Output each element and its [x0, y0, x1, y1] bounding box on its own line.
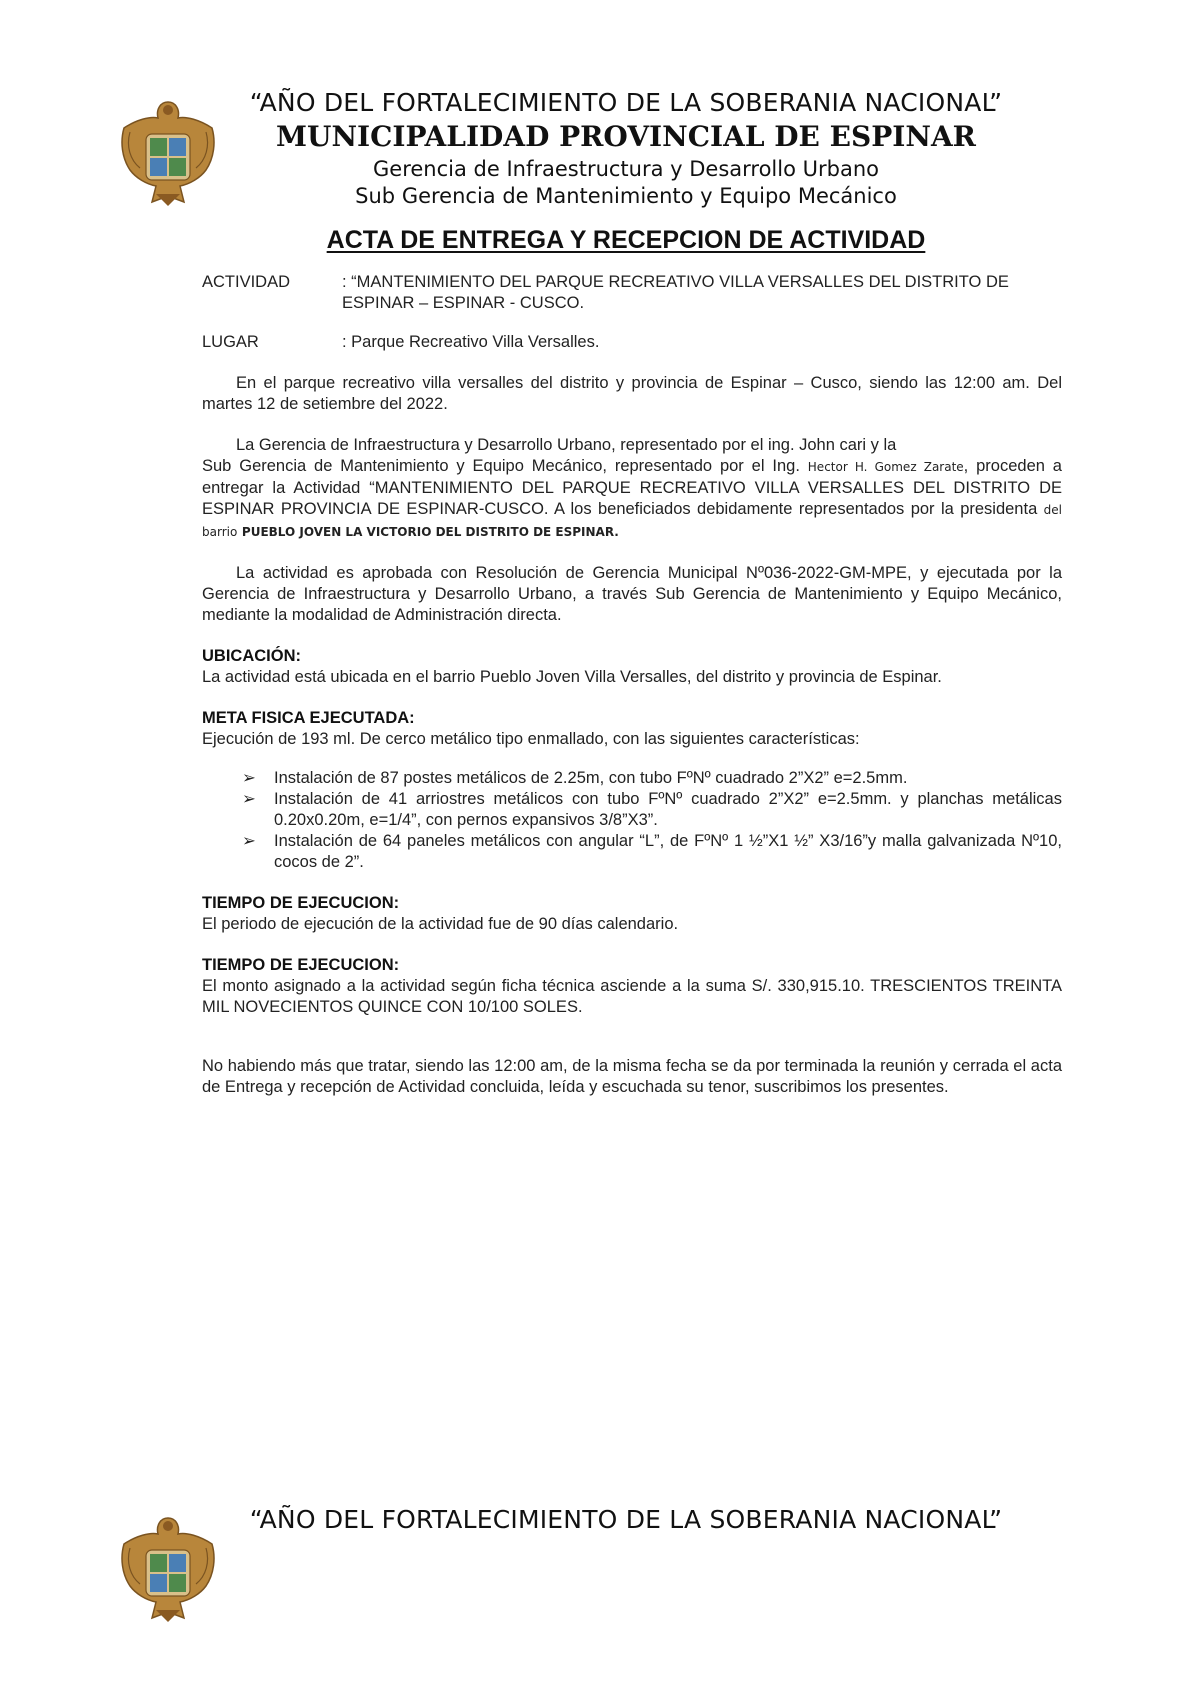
- municipality-name: MUNICIPALIDAD PROVINCIAL DE ESPINAR: [276, 120, 976, 153]
- sub-management-name: Sub Gerencia de Mantenimiento y Equipo Mecánico: [355, 184, 897, 208]
- actividad-value: : “MANTENIMIENTO DEL PARQUE RECREATIVO VILLA VERSALLES DEL DISTRITO DE ESPINAR – ESPINAR - CUSCO.: [342, 273, 1009, 312]
- list-item-text: Instalación de 41 arriostres metálicos con tubo FºNº cuadrado 2”X2” e=2.5mm. y planchas metálicas 0.20x0.20m, e=1/4”, con pernos expansivos 3/8”X3”.: [274, 790, 1062, 829]
- document-body: [202, 272, 1062, 1098]
- list-item-text: Instalación de 64 paneles metálicos con angular “L”, de FºNº 1 ½”X1 ½” X3/16”y malla galvanizada Nº10, cocos de 2”.: [274, 832, 1062, 871]
- document-title: ACTA DE ENTREGA Y RECEPCION DE ACTIVIDAD: [326, 226, 926, 254]
- management-name: Gerencia de Infraestructura y Desarrollo Urbano: [373, 157, 879, 181]
- parties-text-a: Sub Gerencia de Mantenimiento y Equipo Mecánico, representado por el Ing.: [202, 457, 800, 475]
- list-item: [242, 789, 1062, 831]
- parties-text-b: , proceden a entregar la Actividad “MANTENIMIENTO DEL PARQUE RECREATIVO VILLA VERSALLES DEL DISTRITO DE ESPINAR PROVINCIA DE ESPINAR-CUSCO. A los beneficiados debidamente representados por la presidenta: [202, 457, 1062, 518]
- list-item-text: Instalación de 87 postes metálicos de 2.25m, con tubo FºNº cuadrado 2”X2” e=2.5mm.: [274, 769, 908, 787]
- parties-text-c: del barrio: [202, 503, 1062, 539]
- monto-heading: TIEMPO DE EJECUCION:: [202, 956, 400, 974]
- engineer-name: Hector H. Gomez Zarate: [807, 460, 964, 474]
- paragraph-parties-line1: La Gerencia de Infraestructura y Desarrollo Urbano, representado por el ing. John cari y la: [236, 436, 897, 454]
- actividad-label: ACTIVIDAD: [202, 273, 291, 291]
- tiempo-heading: TIEMPO DE EJECUCION:: [202, 894, 400, 912]
- arrowhead-bullet-icon: ➢: [242, 769, 256, 787]
- lugar-value: : Parque Recreativo Villa Versalles.: [342, 333, 600, 351]
- year-motto: “AÑO DEL FORTALECIMIENTO DE LA SOBERANIA NACIONAL”: [249, 88, 1003, 117]
- ubicacion-text: La actividad está ubicada en el barrio Pueblo Joven Villa Versalles, del distrito y provincia de Espinar.: [202, 668, 942, 686]
- arrowhead-bullet-icon: ➢: [242, 790, 256, 808]
- meta-heading: META FISICA EJECUTADA:: [202, 709, 415, 727]
- arrowhead-bullet-icon: ➢: [242, 832, 256, 850]
- paragraph-opening: En el parque recreativo villa versalles del distrito y provincia de Espinar – Cusco, siendo las 12:00 am. Del martes 12 de setiembre del 2022.: [202, 374, 1062, 413]
- monto-text: El monto asignado a la actividad según ficha técnica asciende a la suma S/. 330,915.10. TRESCIENTOS TREINTA MIL NOVECIENTOS QUINCE CON 10/100 SOLES.: [202, 977, 1062, 1016]
- paragraph-approval: La actividad es aprobada con Resolución de Gerencia Municipal Nº036-2022-GM-MPE, y ejecutada por la Gerencia de Infraestructura y Desarrollo Urbano, a través Sub Gerencia de Mantenimiento y Equipo Mecánico, mediante la modalidad de Administración directa.: [202, 564, 1062, 624]
- paragraph-parties: [202, 456, 1062, 543]
- closing-paragraph: No habiendo más que tratar, siendo las 12:00 am, de la misma fecha se da por terminada la reunión y cerrada el acta de Entrega y recepción de Actividad concluida, leída y escuchada su tenor, suscribimos los presentes.: [202, 1057, 1062, 1096]
- neighborhood-name: PUEBLO JOVEN LA VICTORIO DEL DISTRITO DE ESPINAR.: [241, 525, 619, 539]
- ubicacion-heading: UBICACIÓN:: [202, 647, 301, 665]
- tiempo-text: El periodo de ejecución de la actividad fue de 90 días calendario.: [202, 915, 679, 933]
- list-item: [242, 768, 1062, 789]
- lugar-row: [202, 332, 1062, 353]
- meta-list: [202, 768, 1062, 873]
- lugar-label: LUGAR: [202, 333, 259, 351]
- actividad-row: [202, 272, 1062, 314]
- meta-text: Ejecución de 193 ml. De cerco metálico tipo enmallado, con las siguientes características:: [202, 730, 860, 748]
- list-item: [242, 831, 1062, 873]
- footer-year-motto: “AÑO DEL FORTALECIMIENTO DE LA SOBERANIA NACIONAL”: [249, 1505, 1003, 1534]
